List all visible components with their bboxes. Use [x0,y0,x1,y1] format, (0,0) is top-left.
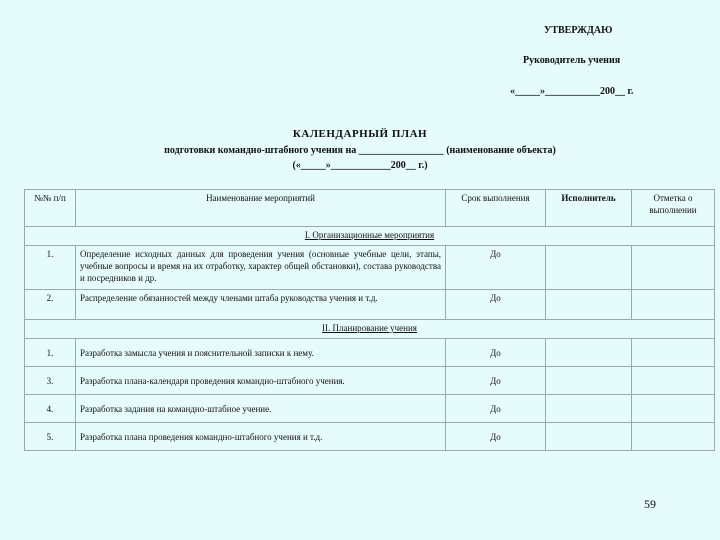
plan-subtitle-line1: подготовки командно-штабного учения на _________________ (наименование объекта) [164,145,556,156]
row-term: До [446,423,546,451]
row-term: До [446,339,546,367]
row-mark [632,423,715,451]
row-executor [546,246,632,290]
row-executor [546,339,632,367]
plan-table [24,189,715,451]
row-num: 1. [25,339,76,367]
row-name: Разработка задания на командно-штабное учение. [76,395,446,423]
header-num: №№ п/п [25,190,76,227]
row-term: До [446,246,546,290]
row-term: До [446,367,546,395]
table-row [25,395,715,423]
section-title: II. Планирование учения [25,320,715,339]
page-number: 59 [644,497,656,511]
row-num: 4. [25,395,76,423]
row-name: Разработка замысла учения и пояснительной записки к нему. [76,339,446,367]
plan-subtitle-line2: («_____»____________200__ г.) [292,160,428,171]
row-executor [546,290,632,320]
section-row [25,227,715,246]
table-row [25,339,715,367]
row-mark [632,339,715,367]
header-term: Срок выполнения [446,190,546,227]
row-name: Определение исходных данных для проведения учения (основные учебные цели, этапы, учебные вопросы и время на их отработку, характер общей обстановки), состава руководства и посредников и др. [76,246,446,290]
row-num: 1. [25,246,76,290]
header-executor: Исполнитель [546,190,632,227]
table-row [25,290,715,320]
section-row [25,320,715,339]
row-name: Распределение обязанностей между членами штаба руководства учения и т.д. [76,290,446,320]
row-executor [546,423,632,451]
row-num: 2. [25,290,76,320]
header-mark: Отметка о выполнении [632,190,715,227]
table-row [25,367,715,395]
table-row [25,246,715,290]
row-num: 5. [25,423,76,451]
table-header-row [25,190,715,227]
row-num: 3. [25,367,76,395]
plan-title: КАЛЕНДАРНЫЙ ПЛАН [292,128,428,140]
approval-title: УТВЕРЖДАЮ [544,25,613,36]
table-row [25,423,715,451]
row-mark [632,367,715,395]
row-mark [632,395,715,423]
approval-role: Руководитель учения [523,55,621,66]
approval-date: «_____»___________200__ г. [510,86,634,97]
row-executor [546,395,632,423]
row-term: До [446,290,546,320]
row-mark [632,246,715,290]
row-name: Разработка плана проведения командно-штабного учения и т.д. [76,423,446,451]
row-mark [632,290,715,320]
row-term: До [446,395,546,423]
section-title: I. Организационные мероприятия [25,227,715,246]
row-name: Разработка плана-календаря проведения командно-штабного учения. [76,367,446,395]
row-executor [546,367,632,395]
header-name: Наименование мероприятий [76,190,446,227]
